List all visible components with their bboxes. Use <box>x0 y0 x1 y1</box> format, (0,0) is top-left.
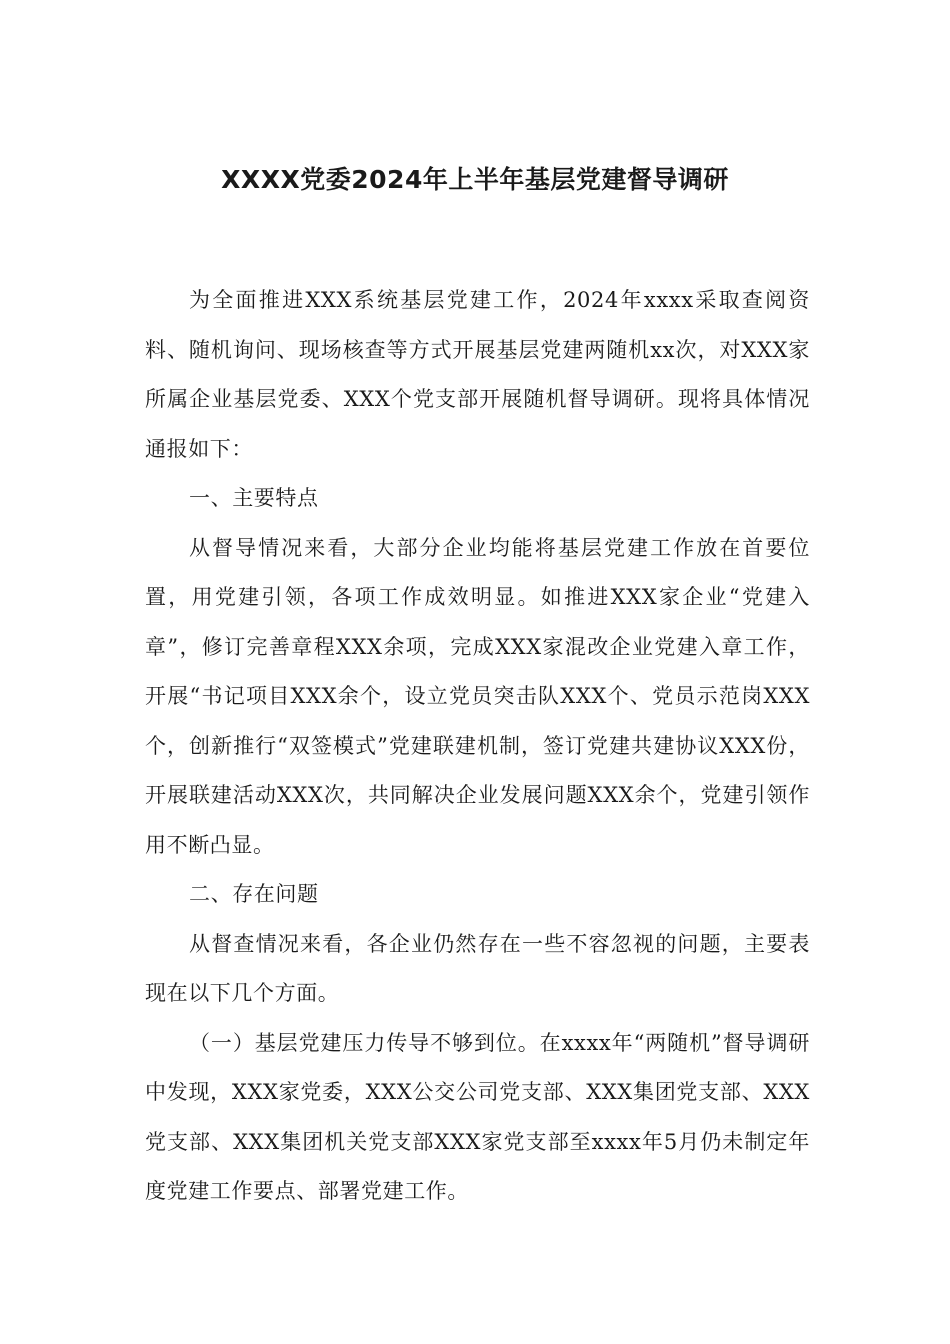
section-heading-problems: 二、存在问题 <box>189 882 319 906</box>
main-features-paragraph: 从督导情况来看，大部分企业均能将基层党建工作放在首要位置，用党建引领，各项工作成效明显。如推进XXX家企业“党建入章”，修订完善章程XXX余项，完成XXX家混改企业党建入章工作，开展“书记项目XXX余个，设立党员突击队XXX个、党员示范岗XXX个，创新推行“双签模式”党建联建机制，签订党建共建协议XXX份，开展联建活动XXX次，共同解决企业发展问题XXX余个，党建引领作用不断凸显。 <box>145 535 810 857</box>
document-body <box>145 276 810 1217</box>
section-heading-main-features: 一、主要特点 <box>189 486 319 510</box>
problem-one-paragraph: （一）基层党建压力传导不够到位。在xxxx年“两随机”督导调研中发现，XXX家党委，XXX公交公司党支部、XXX集团党支部、XXX党支部、XXX集团机关党支部XXX家党支部至xxxx年5月仍未制定年度党建工作要点、部署党建工作。 <box>145 1030 810 1203</box>
problems-intro-paragraph: 从督查情况来看，各企业仍然存在一些不容忽视的问题，主要表现在以下几个方面。 <box>145 931 810 1005</box>
document-title: XXXX党委2024年上半年基层党建督导调研 <box>221 165 729 194</box>
intro-paragraph: 为全面推进XXX系统基层党建工作，2024年xxxx采取查阅资料、随机询问、现场核查等方式开展基层党建两随机xx次，对XXX家所属企业基层党委、XXX个党支部开展随机督导调研。现将具体情况通报如下： <box>145 288 810 461</box>
